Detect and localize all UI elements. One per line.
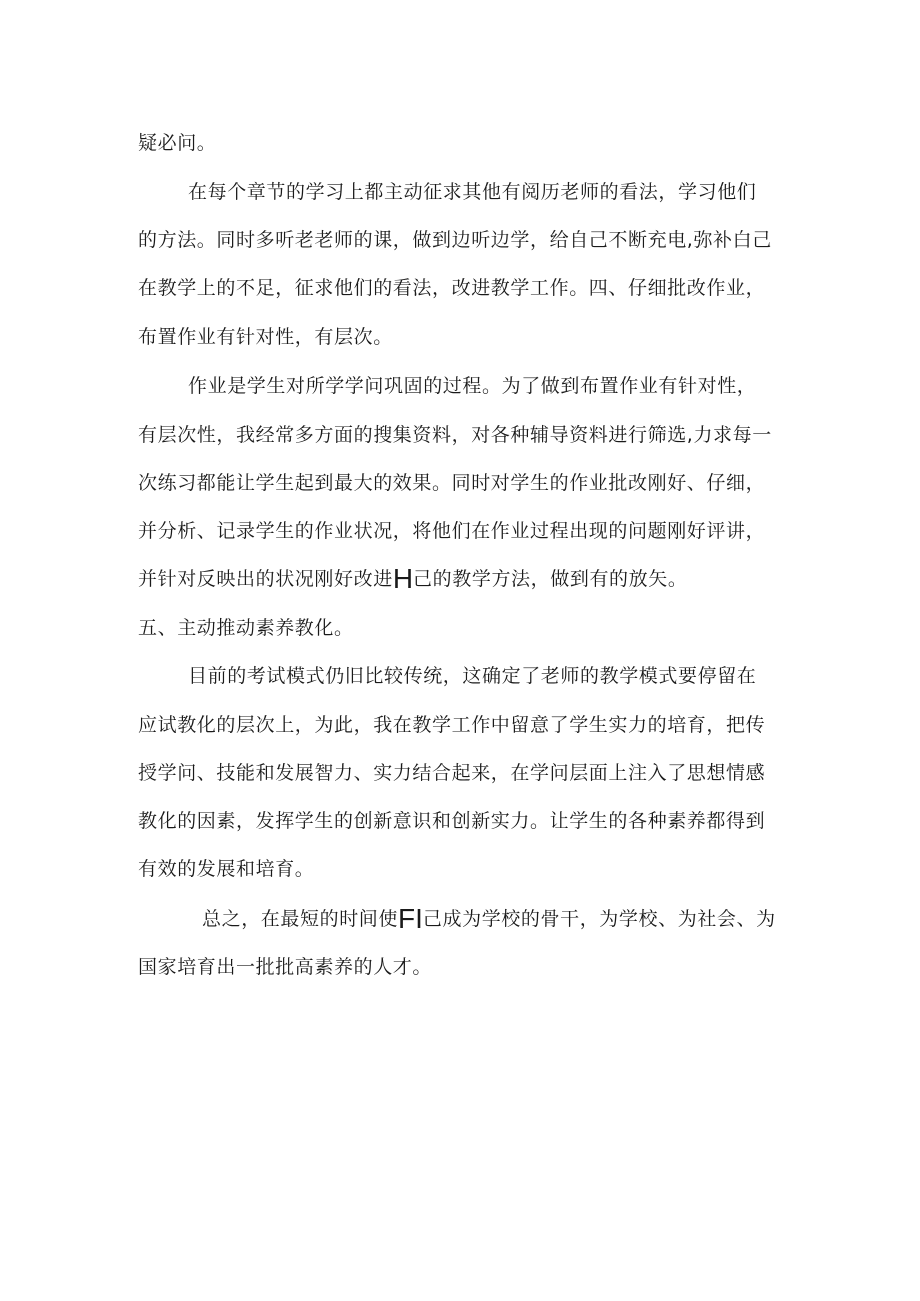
text-segment: 己的教学方法，做到有的放矢。: [413, 568, 688, 590]
text-line: 的方法。同时多听老老师的课，做到边听边学，给自己不断充电,弥补白己: [138, 229, 772, 251]
text-line: 并分析、记录学生的作业状况，将他们在作业过程出现的问题刚好评讲，: [138, 520, 766, 542]
text-line-mixed: [202, 903, 776, 934]
text-line: 次练习都能让学生起到最大的效果。同时对学生的作业批改刚好、仔细，: [138, 472, 766, 494]
text-line: 目前的考试模式仍旧比较传统，这确定了老师的教学模式要停留在: [188, 665, 757, 687]
text-segment: 总之，在最短的时间使: [202, 908, 399, 930]
section-heading: 五、主动推动素养教化。: [138, 617, 354, 639]
text-line: 教化的因素，发挥学生的创新意识和创新实力。让学生的各种素养都得到: [138, 810, 766, 832]
text-line-mixed: [138, 563, 688, 594]
text-line: 应试教化的层次上，为此，我在教学工作中留意了学生实力的培育，把传: [138, 714, 766, 736]
text-line: 在教学上的不足，征求他们的看法，改进教学工作。四、仔细批改作业，: [138, 277, 766, 299]
text-line: 在每个章节的学习上都主动征求其他有阅历老师的看法，学习他们: [188, 181, 757, 203]
text-line: 有层次性，我经常多方面的搜集资料，对各种辅导资料进行筛选,力求每一: [138, 424, 772, 446]
ocr-glyph: H: [392, 563, 414, 594]
text-line: 疑必问。: [138, 132, 217, 154]
text-line: 有效的发展和培育。: [138, 858, 315, 880]
text-line: 作业是学生对所学学问巩固的过程。为了做到布置作业有针对性，: [188, 375, 757, 397]
text-line: 国家培育出一批批高素养的人才。: [138, 956, 433, 978]
ocr-glyph: FI: [398, 903, 423, 934]
text-segment: 并针对反映出的状况刚好改进: [138, 568, 393, 590]
text-line: 授学问、技能和发展智力、实力结合起来，在学问层面上注入了思想情感: [138, 762, 766, 784]
text-segment: 己成为学校的骨干，为学校、为社会、为: [422, 908, 776, 930]
text-line: 布置作业有针对性，有层次。: [138, 326, 393, 348]
